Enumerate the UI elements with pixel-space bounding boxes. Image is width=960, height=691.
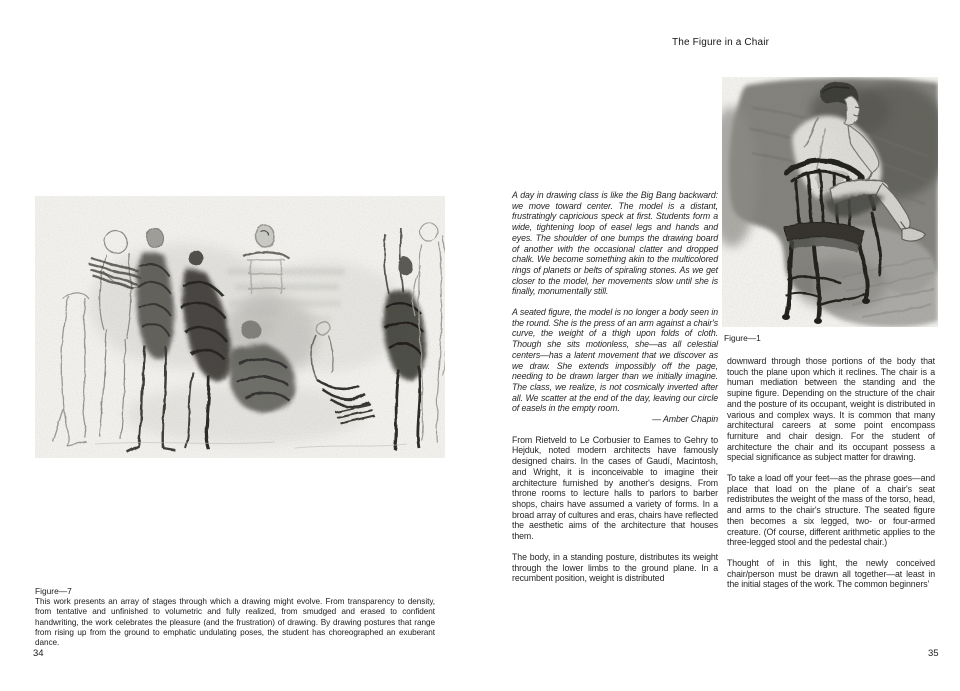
body-paragraph-2: The body, in a standing posture, distributes its weight through the lower limbs to the ground plane. In a recumbent position, weight is distributed (512, 551, 718, 584)
text-column-1 (512, 190, 718, 594)
charcoal-figures-drawing (35, 196, 445, 458)
body-paragraph-3: downward through those portions of the body that touch the plane upon which it reclines. The chair is a human mediation between the standing and the supine figure. Depending on the structure of the chair and the posture of its occupant, weight is distributed in various and complex ways. It is common that many architectural careers at some point encompass furniture and chair design. For the student of architecture the chair and its occupant possess a special significance as subject matter for drawing. (727, 356, 935, 463)
page-number-right: 35 (928, 648, 939, 659)
running-head-title: The Figure in a Chair (672, 37, 770, 48)
figure-in-chair-drawing (722, 77, 938, 327)
body-paragraph-5: Thought of in this light, the newly conceived chair/person must be drawn all together—at least in the initial stages of the work. The common beginners' (727, 557, 935, 590)
quote-attribution: — Amber Chapin (652, 414, 718, 425)
body-paragraph-1: From Rietveld to Le Corbusier to Eames to Gehry to Hejduk, noted modern architects have famously designed chairs. In the cases of Gaudí, Macintosh, and Wright, it is inconceivable to imagine their architecture furnished by another's designs. From throne rooms to lecture halls to parlors to barber shops, chairs have assumed a variety of forms. In a broad array of cultures and eras, chairs have reflected the aesthetic aims of the architecture that houses them. (512, 434, 718, 542)
figure-7-caption-label: Figure—7 (35, 586, 72, 596)
page-number-left: 34 (33, 648, 44, 659)
figure-1-caption-label: Figure—1 (724, 333, 761, 343)
body-paragraph-4: To take a load off your feet—as the phrase goes—and place that load on the plane of a chair's seat redistributes the weight of the mass of the torso, head, and arms to the chair's structure. The seated figure then becomes a six legged, two- or four-armed creature. (Of course, different arithmetic applies to the three-legged stool and the pedestal chair.) (727, 473, 935, 548)
quote-paragraph-1: A day in drawing class is like the Big Bang backward: we move toward center. The model is a distant, frustratingly capricious speck at first. Students form a wide, tightening loop of easel legs and hands and eyes. The shoulder of one bumps the drawing board of another with the occasional clatter and dropped chalk. We become something akin to the multicolored rings of planets or belts of spiraling stones. As we get closer to the model, her movements slow until she is finally, monumentally still. (512, 190, 718, 297)
figure-7-caption-text: This work presents an array of stages through which a drawing might evolve. From transparency to density, from tentative and unfinished to volumetric and fully realized, from smudged and erased to confident handwriting, the work celebrates the pleasure (and the frustration) of drawing. By drawing postures that range from rising up from the ground to emphatic undulating poses, the student has choreographed an exuberant dance. (35, 597, 435, 648)
text-column-2 (727, 356, 935, 600)
figure-7-artwork (35, 196, 445, 458)
opening-quote (512, 190, 718, 425)
quote-paragraph-2: A seated figure, the model is no longer a body seen in the round. She is the press of an arm against a chair's curve, the weight of a thigh upon folds of cloth. Though she sits motionless, she—as all celestial centers—has a latent movement that we discover as we draw. She extends impossibly off the page, needing to be drawn larger than we initially imagine. The class, we realize, is not cosmically inverted after all. We scatter at the end of the day, leaving our circle of easels in the empty room. (512, 307, 718, 414)
figure-1-artwork (722, 77, 938, 327)
